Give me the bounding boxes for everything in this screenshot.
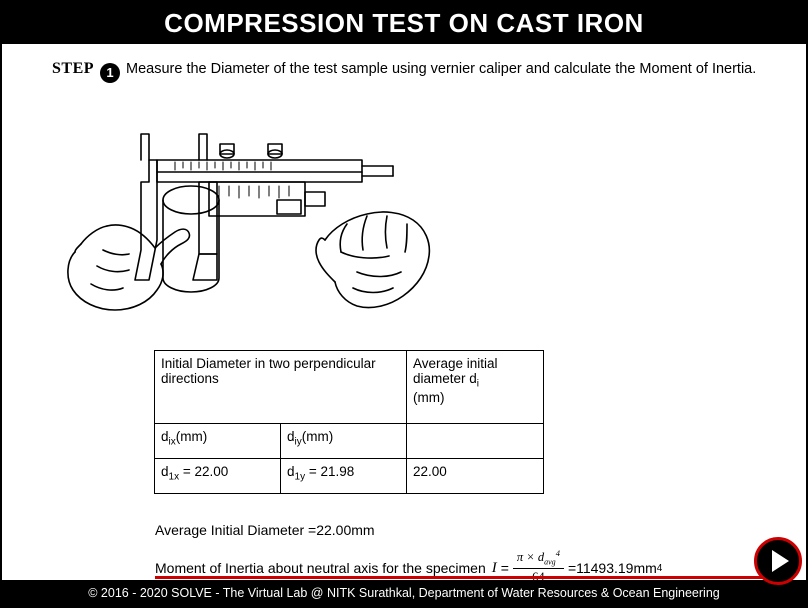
- moment-symbol: I: [491, 559, 497, 576]
- table-row: [155, 459, 544, 494]
- value-d1y-number: = 21.98: [305, 464, 355, 479]
- step-text: Measure the Diameter of the test sample using vernier caliper and calculate the Moment of Inertia.: [126, 61, 757, 77]
- table-row: [155, 351, 544, 424]
- subheader-diy-sub: iy: [294, 436, 302, 448]
- value-d1y-symbol: d: [287, 464, 295, 479]
- moment-value: =11493.19mm: [567, 560, 657, 577]
- moment-equals: =: [500, 560, 509, 577]
- value-d1x-sub: 1x: [168, 471, 180, 483]
- formula-numerator: [513, 548, 564, 568]
- title-bar: [2, 2, 806, 44]
- step-number-badge: 1: [100, 63, 120, 83]
- header-average-diameter-text: Average initial diameter d: [413, 356, 498, 386]
- step-label: STEP: [52, 60, 95, 77]
- subheader-dix: [155, 424, 281, 459]
- subheader-dix-sub: ix: [168, 436, 176, 448]
- value-d1y-sub: 1y: [294, 471, 306, 483]
- page-title: COMPRESSION TEST ON CAST IRON: [164, 7, 644, 38]
- moment-of-inertia-label: Moment of Inertia about neutral axis for the specimen: [155, 560, 486, 577]
- subheader-dix-symbol: d: [161, 429, 169, 444]
- subheader-diy: [281, 424, 407, 459]
- vernier-caliper-illustration: [57, 120, 477, 335]
- footer-copyright: © 2016 - 2020 SOLVE - The Virtual Lab @ NITK Surathkal, Department of Water Resources & Ocean Engineering: [88, 586, 720, 600]
- footer-bar: [2, 580, 806, 606]
- subheader-dix-unit: (mm): [175, 429, 208, 444]
- table-row: [155, 424, 544, 459]
- moment-value-sup: 4: [656, 562, 663, 574]
- header-initial-diameter: Initial Diameter in two perpendicular directions: [155, 351, 407, 424]
- diameter-measurement-table: [154, 350, 544, 494]
- value-average-diameter: 22.00: [407, 459, 544, 494]
- accent-divider: [155, 576, 793, 579]
- formula-numerator-sub: avg: [544, 557, 556, 567]
- formula-numerator-text: π × d: [516, 550, 545, 565]
- value-d1x-symbol: d: [161, 464, 169, 479]
- subheader-diy-symbol: d: [287, 429, 295, 444]
- next-arrow-icon: [772, 550, 789, 572]
- value-d1y: [281, 459, 407, 494]
- header-average-diameter-unit: (mm): [413, 389, 445, 405]
- header-average-diameter: [407, 351, 544, 424]
- step-instruction: [52, 58, 762, 83]
- subheader-diy-unit: (mm): [301, 429, 334, 444]
- average-diameter-result: Average Initial Diameter =22.00mm: [155, 522, 375, 538]
- next-arrow-button[interactable]: [754, 537, 802, 585]
- formula-numerator-sup: 4: [555, 548, 560, 558]
- value-d1x: [155, 459, 281, 494]
- value-d1x-number: = 22.00: [179, 464, 229, 479]
- header-average-diameter-sub: i: [476, 378, 480, 390]
- average-spacer-cell: [407, 424, 544, 459]
